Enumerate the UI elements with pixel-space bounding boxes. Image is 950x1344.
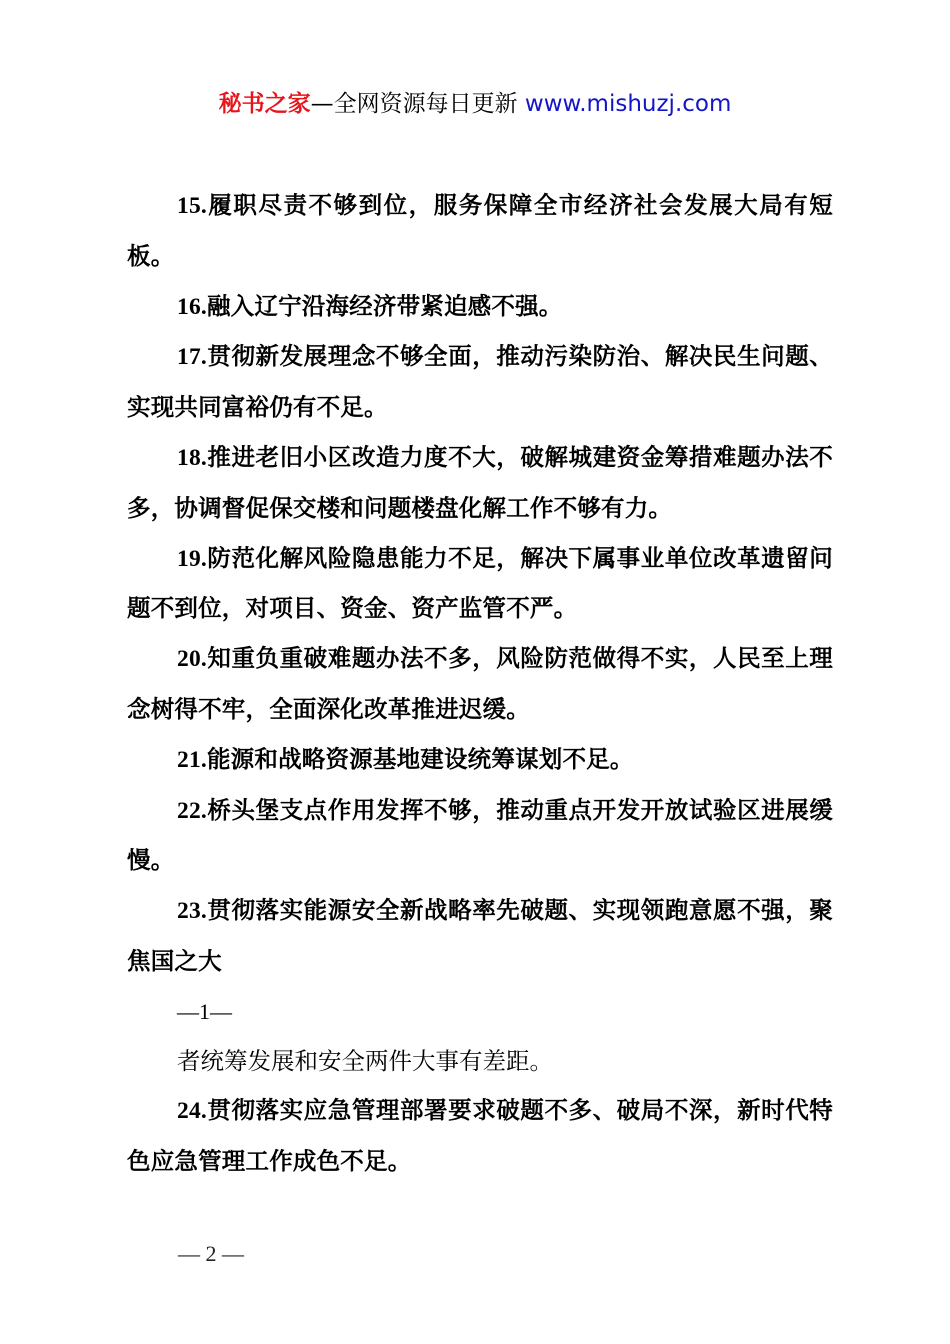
- list-item-18: [127, 433, 833, 534]
- item-text: 贯彻落实应急管理部署要求破题不多、破局不深，新时代特色应急管理工作成色不足。: [127, 1096, 833, 1176]
- continuation-text: 者统筹发展和安全两件大事有差距。: [177, 1046, 553, 1075]
- item-text: 桥头堡支点作用发挥不够，推动重点开发开放试验区进展缓慢。: [127, 795, 833, 875]
- list-item-16: [127, 282, 833, 333]
- item-text: 融入辽宁沿海经济带紧迫感不强。: [206, 291, 563, 320]
- document-body: [127, 181, 833, 1187]
- list-item-17: [127, 332, 833, 433]
- item-number: 20.: [177, 646, 207, 673]
- item-number: 19.: [177, 545, 207, 572]
- inner-page-mark: —1—: [177, 998, 232, 1024]
- item-number: 24.: [177, 1098, 207, 1125]
- site-header: [0, 86, 950, 122]
- item-text: 防范化解风险隐患能力不足，解决下属事业单位改革遗留问题不到位，对项目、资金、资产监管不严。: [127, 543, 833, 623]
- item-text: 履职尽责不够到位，服务保障全市经济社会发展大局有短板。: [127, 191, 833, 270]
- page-number: — 2 —: [178, 1241, 244, 1266]
- item-text: 贯彻新发展理念不够全面，推动污染防治、解决民生问题、实现共同富裕仍有不足。: [127, 342, 833, 422]
- item-number: 15.: [177, 193, 207, 219]
- item-text: 能源和战略资源基地建设统筹谋划不足。: [206, 744, 634, 773]
- item-number: 21.: [177, 746, 207, 773]
- list-item-21: [127, 735, 833, 786]
- site-url-link[interactable]: www.mishuzj.com: [524, 91, 732, 117]
- brand-name: 秘书之家: [218, 91, 311, 117]
- list-item-24: [127, 1086, 833, 1187]
- item-text: 推进老旧小区改造力度不大，破解城建资金筹措难题办法不多，协调督促保交楼和问题楼盘化解工作不够有力。: [127, 442, 833, 522]
- list-item-23: [127, 886, 833, 987]
- item-number: 18.: [177, 444, 207, 471]
- list-item-15: [127, 181, 833, 282]
- item-number: 16.: [177, 293, 207, 320]
- list-item-20: [127, 634, 833, 735]
- item-text: 贯彻落实能源安全新战略率先破题、实现领跑意愿不强，聚焦国之大: [127, 896, 833, 975]
- item-text: 知重负重破难题办法不多，风险防范做得不实，人民至上理念树得不牢，全面深化改革推进迟缓。: [127, 644, 833, 723]
- item-number: 17.: [177, 344, 207, 371]
- list-item-19: [127, 534, 833, 635]
- header-tagline: —全网资源每日更新: [310, 91, 518, 117]
- item-number: 23.: [177, 898, 207, 925]
- list-item-22: [127, 786, 833, 887]
- item-number: 22.: [177, 797, 207, 824]
